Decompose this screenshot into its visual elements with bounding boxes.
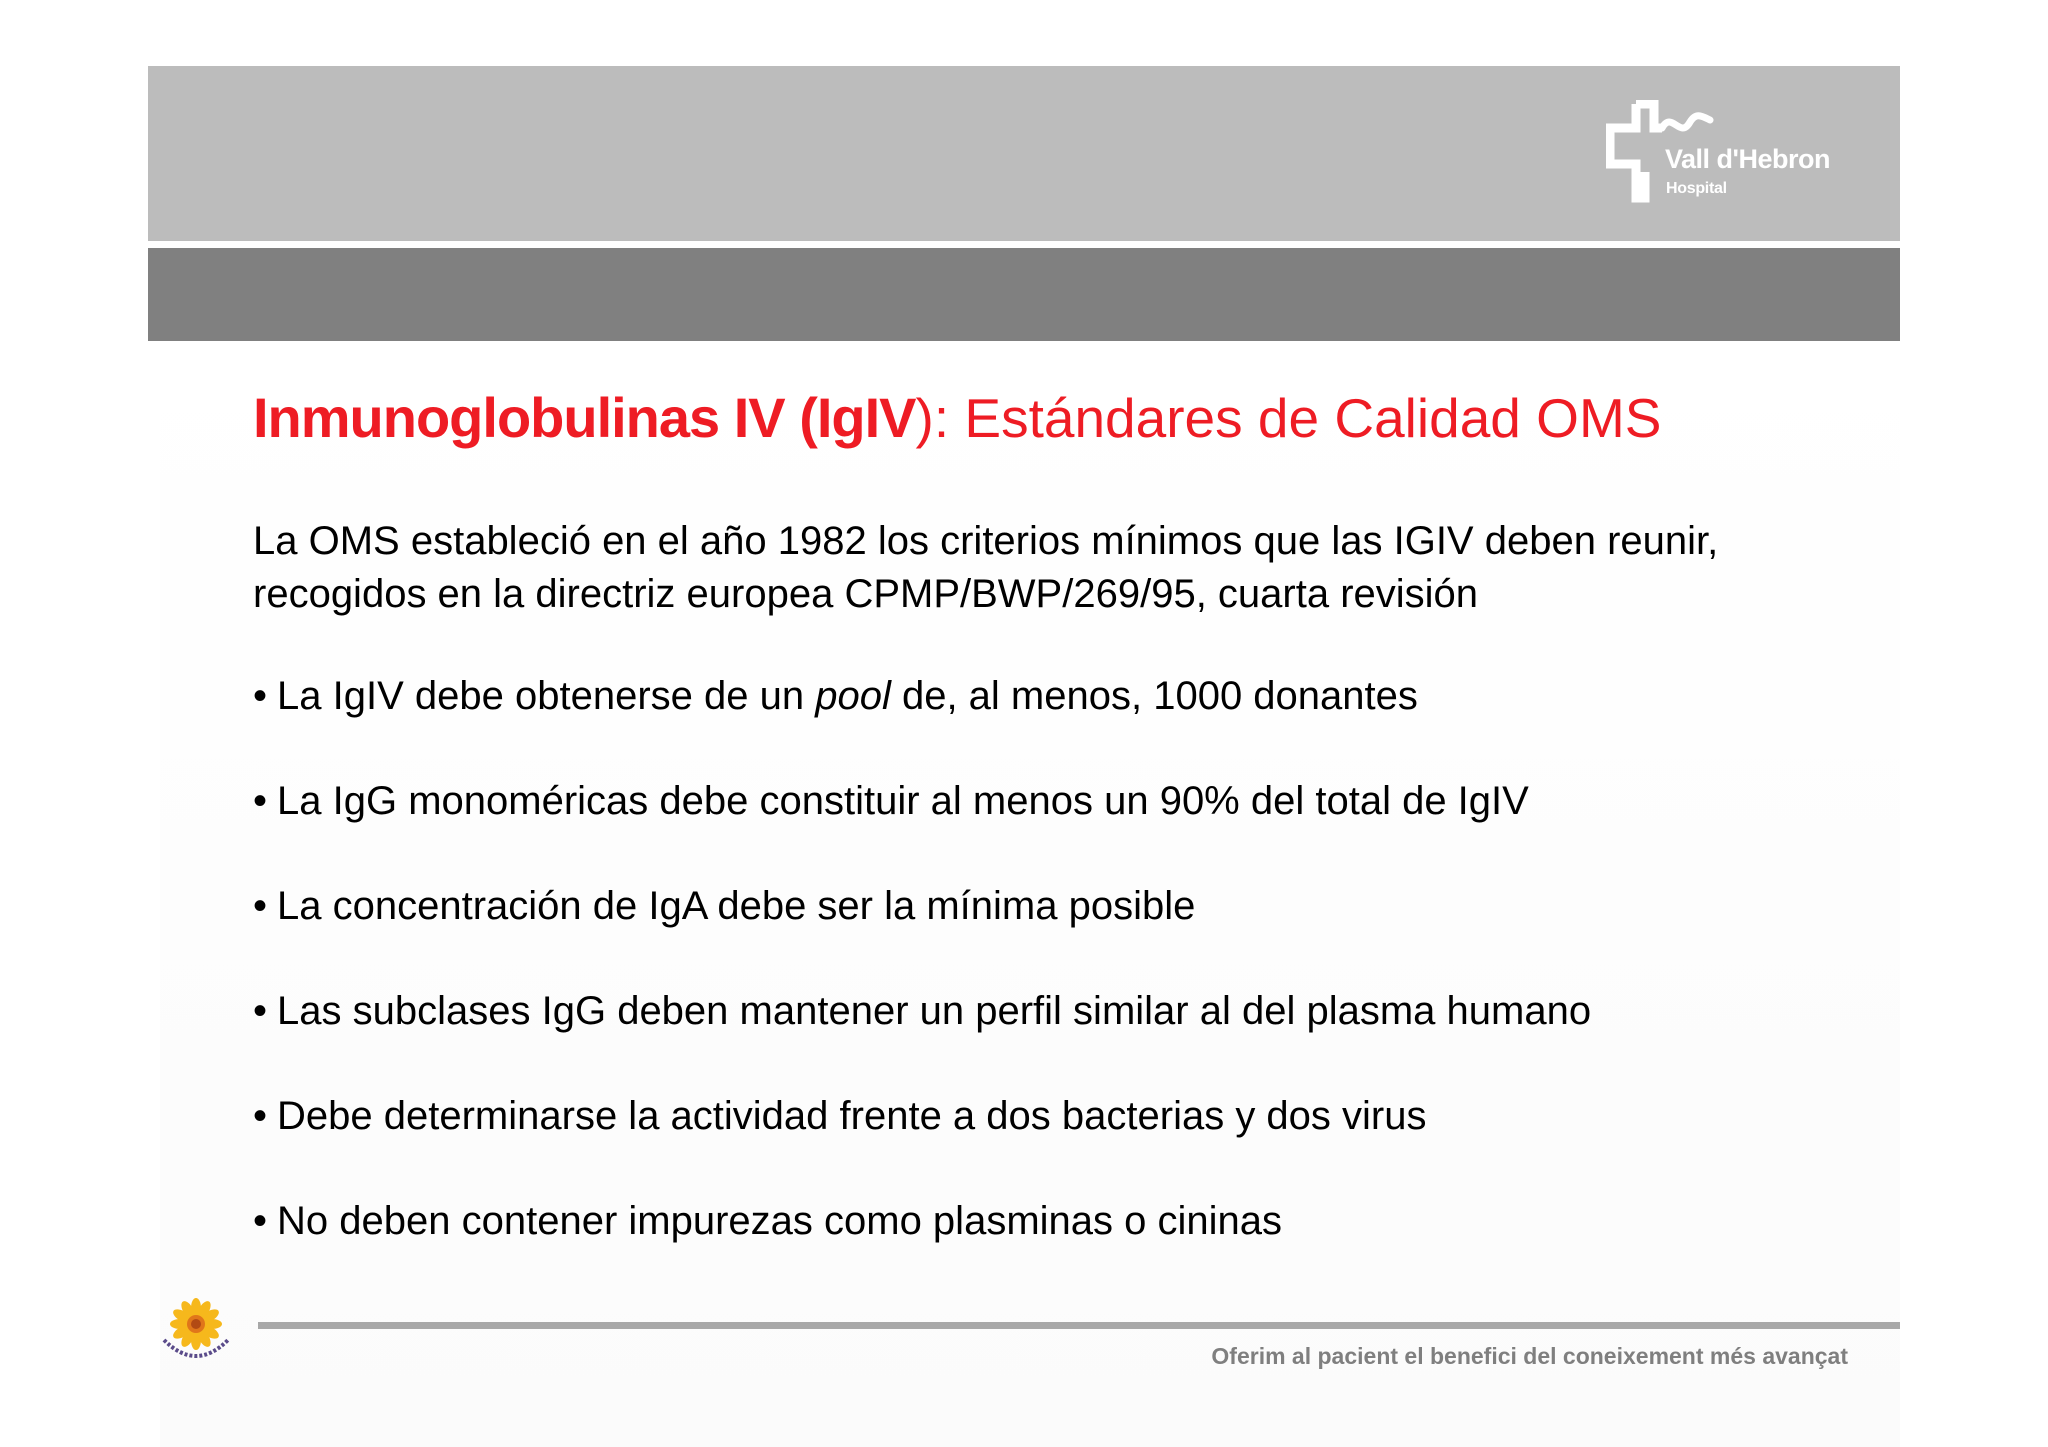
title-bold-part: Inmunoglobulinas IV (IgIV [253,386,916,449]
bullet-text: Las subclases IgG deben mantener un perfil similar al del plasma humano [277,989,1592,1033]
bullet-text-italic: pool [815,674,891,718]
vall-hebron-logo [1606,100,1836,205]
list-item [253,775,1591,880]
sunflower-logo [158,1292,234,1368]
bullet-marker: • [253,1094,268,1138]
list-item [253,1195,1591,1300]
logo-subtitle: Hospital [1666,180,1727,197]
list-item [253,1090,1591,1195]
bullet-text: La concentración de IgA debe ser la mínima posible [277,884,1196,928]
header-band-dark [148,248,1900,341]
bullet-text: No deben contener impurezas como plasminas o cininas [277,1199,1282,1243]
intro-paragraph: La OMS estableció en el año 1982 los criterios mínimos que las IGIV deben reunir, recogidos en la directriz europea CPMP/BWP/269/95, cuarta revisión [253,519,1719,616]
bullet-text: Debe determinarse la actividad frente a dos bacterias y dos virus [277,1094,1427,1138]
list-item [253,985,1591,1090]
bullet-marker: • [253,989,268,1033]
bullet-marker: • [253,674,268,718]
criteria-list [253,670,1591,1300]
footer-tagline: Oferim al pacient el benefici del coneixement més avançat [1211,1343,1848,1369]
bullet-marker: • [253,779,268,823]
bullet-text: La IgG monoméricas debe constituir al menos un 90% del total de IgIV [277,779,1529,823]
slide-title [253,386,1662,449]
logo-name: Vall d'Hebron [1665,144,1830,174]
bullet-text-after: de, al menos, 1000 donantes [890,674,1418,718]
bullet-marker: • [253,884,268,928]
sunflower-icon [158,1292,234,1368]
title-regular-part: ): Estándares de Calidad OMS [915,387,1662,449]
list-item [253,670,1591,775]
list-item [253,880,1591,985]
bullet-text-before: La IgIV debe obtenerse de un [277,674,816,718]
footer-divider [258,1322,1900,1329]
bullet-marker: • [253,1199,268,1243]
